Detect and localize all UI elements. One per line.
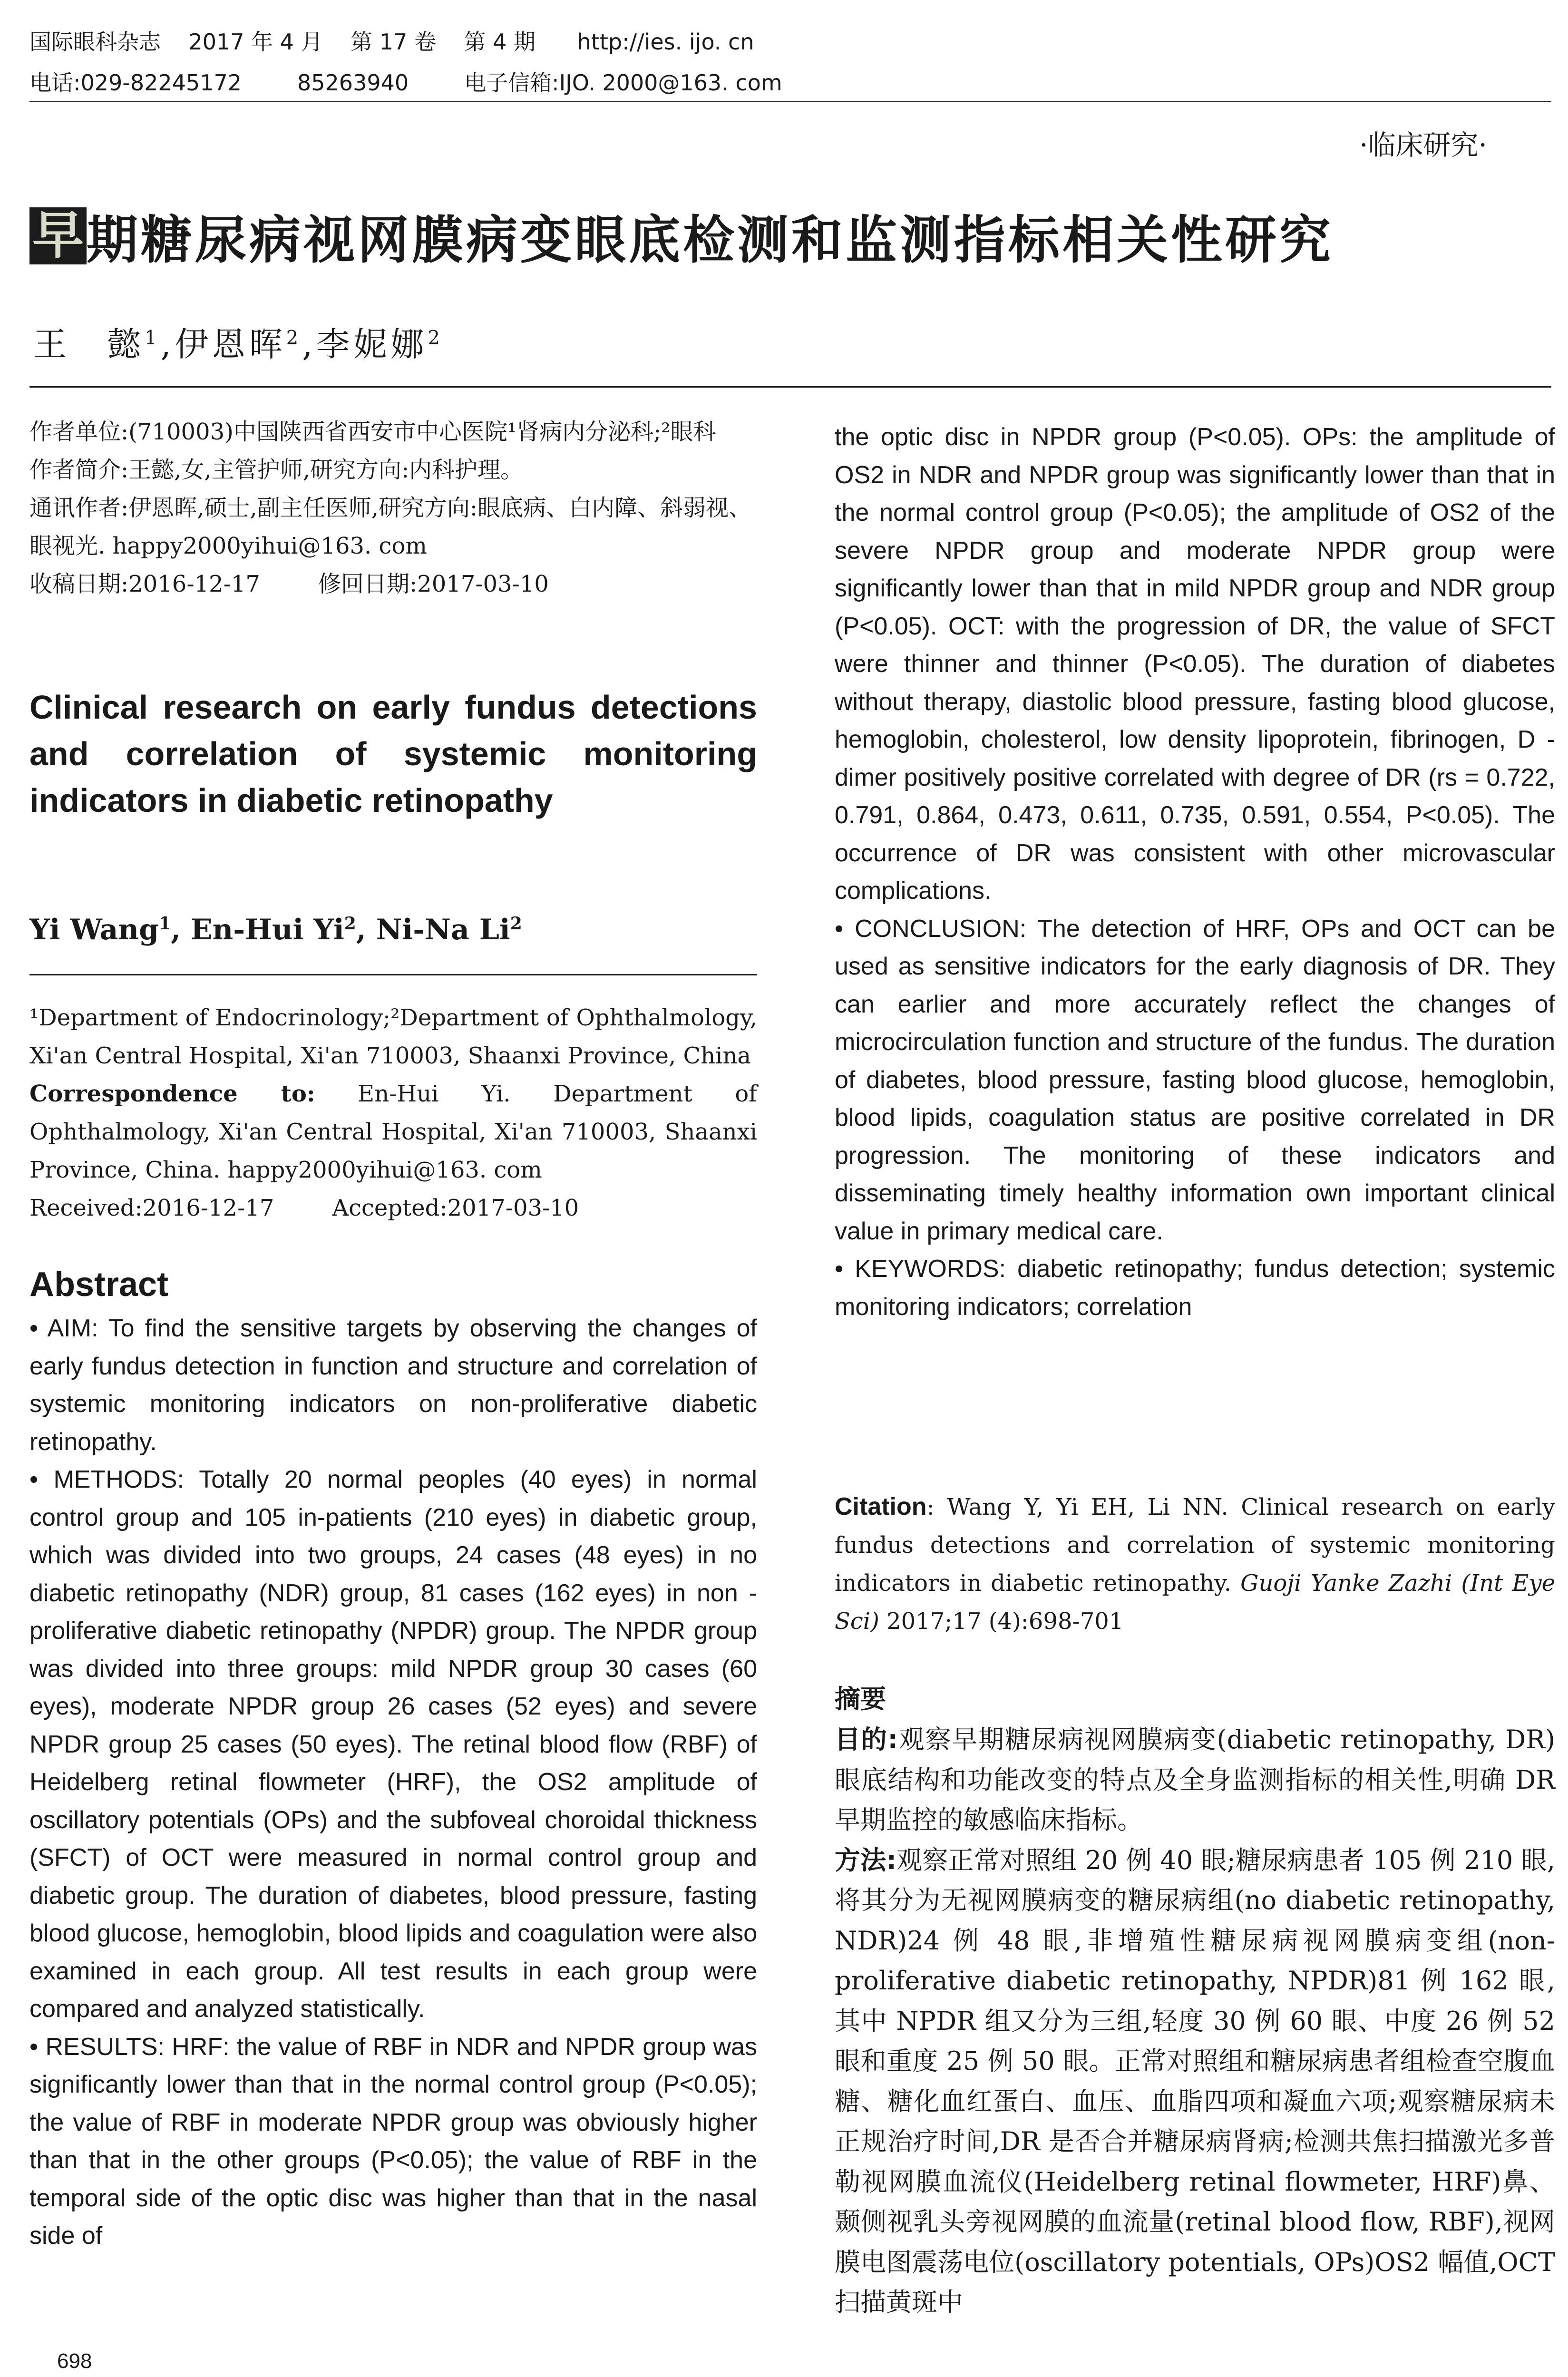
authors-cn (33, 318, 444, 366)
abstract-heading: Abstract (29, 1266, 169, 1304)
author-en-3-sup: 2 (510, 914, 522, 934)
english-authors (29, 913, 757, 946)
title-text: 期糖尿病视网膜病变眼底检测和监测指标相关性研究 (87, 211, 1334, 270)
header-rule (29, 101, 1551, 102)
abstract-results-cont: the optic disc in NPDR group (P<0.05). OPs: the amplitude of OS2 in NDR and NPDR group was significantly lower than that in the normal control group (P<0.05); the amplitude of OS2 of the severe NPDR group and moderate NPDR group were significantly lower than that in mild NPDR group and NDR group (P<0.05). OCT: with the progression of DR, the value of SFCT were thinner and thinner (P<0.05). The duration of diabetes without therapy, diastolic blood pressure, fasting blood glucose, hemoglobin, cholesterol, low density lipoprotein, fibrinogen, D - dimer positively positive correlated with degree of DR (rs = 0.722, 0.791, 0.864, 0.473, 0.611, 0.735, 0.591, 0.554, P<0.05). The occurrence of DR was consistent with other microvascular complications. (835, 423, 1555, 905)
authors-rule (29, 386, 1551, 388)
abstract-keywords: • KEYWORDS: diabetic retinopathy; fundus detection; systemic monitoring indicators; correlation (835, 1255, 1555, 1321)
cn-methods-label: 方法: (835, 1845, 896, 1875)
abstract-aim: • AIM: To find the sensitive targets by observing the changes of early fundus detection in function and structure and correlation of systemic monitoring indicators on non-proliferative diabetic retinopathy. (29, 1315, 757, 1456)
cn-meta-block (29, 413, 757, 603)
correspondence (29, 1075, 757, 1189)
title-first-char: 早 (29, 207, 87, 264)
author-en-2-sup: 2 (344, 914, 356, 934)
section-tag: ·临床研究· (1359, 129, 1487, 161)
abstract-methods: • METHODS: Totally 20 normal peoples (40 eyes) in normal control group and 105 in-patients (210 eyes) in diabetic group, which was divided into two groups, 24 cases (48 eyes) in no diabetic retinopathy (NDR) group, 81 cases (162 eyes) in non - proliferative diabetic retinopathy (NPDR) group. The NPDR group was divided into three groups: mild NPDR group 30 cases (60 eyes), moderate NPDR group 26 cases (52 eyes) and severe NPDR group 25 cases (50 eyes). The retinal blood flow (RBF) of Heidelberg retinal flowmeter (HRF), the OS2 amplitude of oscillatory potentials (OPs) and the subfoveal choroidal thickness (SFCT) of OCT were measured in normal control group and diabetic group. The duration of diabetes, blood pressure, fasting blood glucose, hemoglobin, blood lipids and coagulation were also examined in each group. All test results in each group were compared and analyzed statistically. (29, 1466, 757, 2023)
cn-methods-text: 观察正常对照组 20 例 40 眼;糖尿病患者 105 例 210 眼,将其分为无视网膜病变的糖尿病组(no diabetic retinopathy, NDR)24 例 48 眼,非增殖性糖尿病视网膜病变组(non-proliferative diabetic retinopathy, NPDR)81 例 162 眼,其中 NPDR 组又分为三组,轻度 30 例 60 眼、中度 26 例 52 眼和重度 25 例 50 眼。正常对照组和糖尿病患者组检查空腹血糖、糖化血红蛋白、血压、血脂四项和凝血六项;观察糖尿病未正规治疗时间,DR 是否合并糖尿病肾病;检测共焦扫描激光多普勒视网膜血流仪(Heidelberg retinal flowmeter, HRF)鼻、颞侧视乳头旁视网膜的血流量(retinal blood flow, RBF),视网膜电图震荡电位(oscillatory potentials, OPs)OS2 幅值,OCT 扫描黄斑中 (835, 1845, 1555, 2317)
journal-header-line1: 国际眼科杂志 2017 年 4 月 第 17 卷 第 4 期 http://ies. ijo. cn (29, 29, 754, 55)
abstract-left (29, 1310, 757, 2255)
affiliation-rule (29, 974, 757, 975)
citation-label: Citation (835, 1493, 927, 1520)
dates-en: Received:2016-12-17 Accepted:2017-03-10 (29, 1195, 579, 1221)
cn-abstract-heading: 摘要 (835, 1684, 886, 1714)
author-cn-2: ,伊恩晖 (160, 325, 286, 364)
author-cn-3-sup: 2 (428, 327, 444, 349)
author-en-1: Yi Wang (29, 913, 159, 946)
author-unit: 作者单位:(710003)中国陕西省西安市中心医院¹肾病内分泌科;²眼科 (29, 419, 716, 445)
cn-abstract-body (835, 1720, 1555, 2323)
english-title: Clinical research on early fundus detections and correlation of systemic monitoring indicators in diabetic retinopathy (29, 689, 757, 819)
citation-volume: 2017;17 (4):698-701 (879, 1608, 1124, 1635)
citation-block (835, 1488, 1555, 1640)
author-cn-2-sup: 2 (286, 327, 302, 349)
author-cn-1-sup: 1 (145, 327, 161, 349)
page-number: 698 (57, 2349, 92, 2373)
author-en-1-sup: 1 (159, 914, 171, 934)
departments: ¹Department of Endocrinology;²Department of Ophthalmology, Xi'an Central Hospital, Xi'an 710003, Shaanxi Province, China (29, 1004, 757, 1069)
citation-text: : Wang Y, Yi EH, Li NN. Clinical research on early fundus detections and correlation of systemic monitoring indicators in diabetic retinopathy. (835, 1494, 1555, 1597)
corresponding-author-cn: 通讯作者:伊恩晖,硕士,副主任医师,研究方向:眼底病、白内障、斜弱视、眼视光. happy2000yihui@163. com (29, 495, 752, 559)
affiliation-block (29, 999, 757, 1227)
abstract-conclusion: • CONCLUSION: The detection of HRF, OPs and OCT can be used as sensitive indicators for the early diagnosis of DR. They can earlier and more accurately reflect the changes of microcirculation function and structure of the fundus. The duration of diabetes, blood pressure, fasting blood glucose, hemoglobin, blood lipids, coagulation status are positive correlated in DR progression. The monitoring of these indicators and disseminating timely healthy information own important clinical value in primary medical care. (835, 915, 1555, 1245)
citation-journal: Guoji Yanke Zazhi (Int Eye Sci) (835, 1570, 1555, 1635)
abstract-results-start: • RESULTS: HRF: the value of RBF in NDR and NPDR group was significantly lower than that in the normal control group (P<0.05); the value of RBF in moderate NPDR group was obviously higher than that in the other groups (P<0.05); the value of RBF in the temporal side of the optic disc was higher than that in the nasal side of (29, 2033, 757, 2250)
author-en-2: , En-Hui Yi (171, 913, 344, 946)
abstract-right (835, 419, 1555, 1326)
cn-aim-text: 观察早期糖尿病视网膜病变(diabetic retinopathy, DR)眼底结构和功能改变的特点及全身监测指标的相关性,明确 DR 早期监控的敏感临床指标。 (835, 1724, 1555, 1835)
dates-cn: 收稿日期:2016-12-17 修回日期:2017-03-10 (29, 571, 549, 597)
cn-aim-label: 目的: (835, 1724, 898, 1754)
correspondence-label: Correspondence to: (29, 1081, 315, 1107)
journal-header-line2: 电话:029-82245172 85263940 电子信箱:IJO. 2000@163. com (29, 70, 782, 96)
author-cn-1: 王 懿 (33, 325, 145, 364)
correspondence-text: En-Hui Yi. Department of Ophthalmology, Xi'an Central Hospital, Xi'an 710003, Shaanxi Province, China. happy2000yihui@163. com (29, 1081, 758, 1183)
author-cn-3: ,李妮娜 (302, 325, 428, 364)
author-en-3: , Ni-Na Li (356, 913, 510, 946)
author-intro: 作者简介:王懿,女,主管护师,研究方向:内科护理。 (29, 457, 524, 483)
article-title (29, 199, 1334, 273)
